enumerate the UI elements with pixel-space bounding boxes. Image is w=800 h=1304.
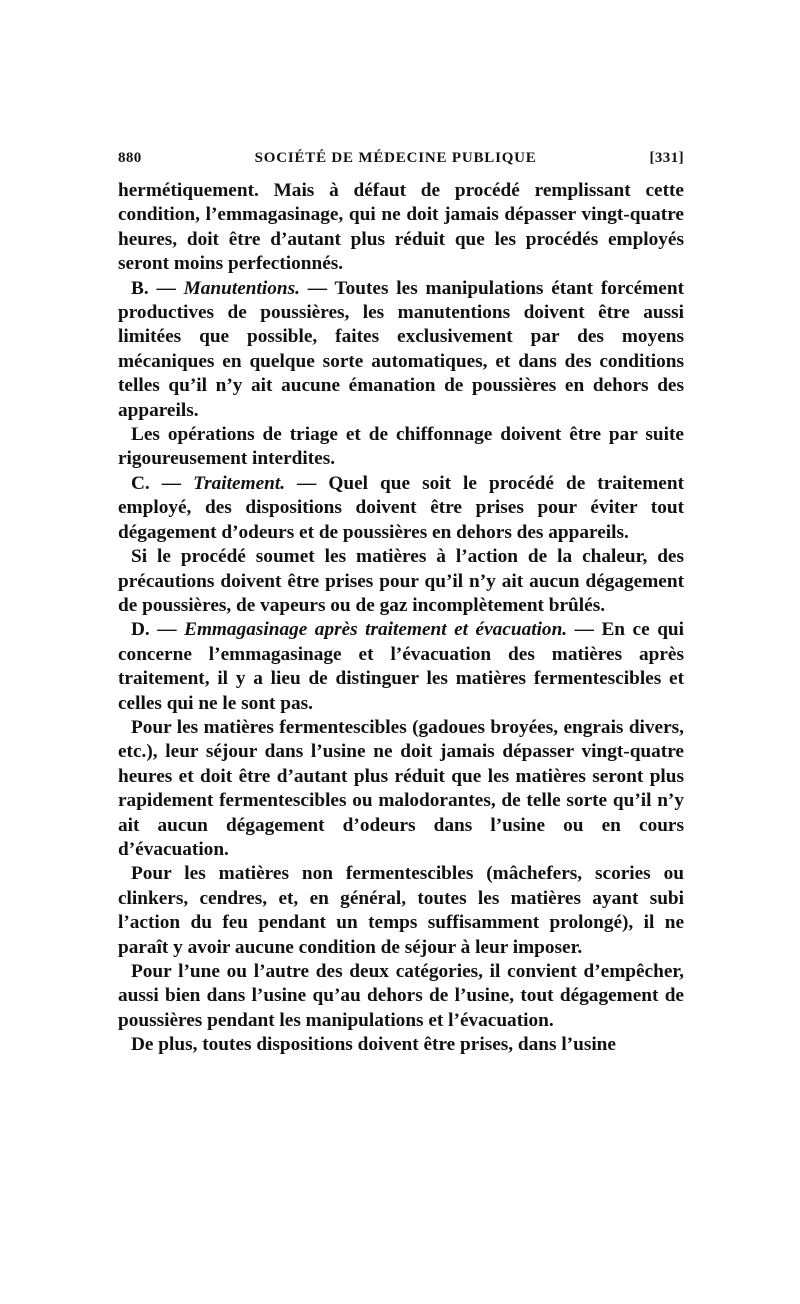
paragraph (118, 1033, 684, 1057)
bracket-number: [331] (649, 150, 684, 166)
paragraph (118, 960, 684, 1033)
section-heading: Emmagasinage après traitement et évacuation. (184, 619, 568, 641)
section-heading: Manutentions. (183, 277, 300, 299)
paragraph-text: — Toutes les manipulations étant forcément productives de poussières, les manutentions doivent être aussi limitées que possible, faites exclusivement par des moyens mécaniques en quelque sorte automatiques, et dans des conditions telles qu’il n’y ait aucune émanation de poussières en dehors des appareils. (118, 277, 684, 421)
book-page (118, 150, 684, 1058)
paragraph (118, 179, 684, 277)
running-head (118, 150, 684, 167)
paragraph-text: — Quel que soit le procédé de traitement employé, des dispositions doivent être prises pour éviter tout dégagement d’odeurs et de poussières en dehors des appareils. (118, 472, 684, 543)
paragraph-text: Les opérations de triage et de chiffonnage doivent être par suite rigoureusement interdites. (118, 424, 684, 470)
body-text (118, 179, 684, 1058)
paragraph-text: Pour les matières non fermentescibles (mâchefers, scories ou clinkers, cendres, et, en général, toutes les matières ayant subi l’action du feu pendant un temps suffisamment prolongé), il ne paraît y avoir aucune condition de séjour à leur imposer. (118, 863, 684, 958)
running-title: SOCIÉTÉ DE MÉDECINE PUBLIQUE (254, 150, 537, 166)
paragraph-text: Pour l’une ou l’autre des deux catégories, il convient d’empêcher, aussi bien dans l’usine qu’au dehors de l’usine, tout dégagement de poussières pendant les manipulations et l’évacuation. (118, 961, 684, 1031)
paragraph-text: — En ce qui concerne l’emmagasinage et l’évacuation des matières après traitement, il y a lieu de distinguer les matières fermentescibles et celles qui ne le sont pas. (118, 619, 684, 714)
paragraph-section-c (118, 472, 684, 545)
paragraph (118, 716, 684, 862)
paragraph (118, 423, 684, 472)
paragraph-section-b (118, 277, 684, 423)
section-lead: B. — (131, 277, 184, 299)
section-lead: D. — (131, 619, 185, 641)
paragraph (118, 862, 684, 960)
section-heading: Traitement. (193, 472, 286, 494)
paragraph-text: Pour les matières fermentescibles (gadoues broyées, engrais divers, etc.), leur séjour dans l’usine ne doit jamais dépasser vingt-quatre heures et doit être d’autant plus réduit que les matières seront plus rapidement fermentescibles ou malodorantes, de telle sorte qu’il n’y ait aucun dégagement d’odeurs dans l’usine ou en cours d’évacuation. (118, 716, 684, 860)
section-lead: C. — (131, 472, 194, 494)
paragraph-text: De plus, toutes dispositions doivent être prises, dans l’usine (131, 1034, 616, 1056)
paragraph-text: Si le procédé soumet les matières à l’action de la chaleur, des précautions doivent être prises pour qu’il n’y ait aucun dégagement de poussières, de vapeurs ou de gaz incomplètement brûlés. (118, 546, 684, 616)
paragraph (118, 545, 684, 618)
page-number: 880 (118, 150, 142, 166)
paragraph-text: hermétiquement. Mais à défaut de procédé remplissant cette condition, l’emmagasinage, qui ne doit jamais dépasser vingt-quatre heures, doit être d’autant plus réduit que les procédés employés seront moins perfectionnés. (118, 180, 684, 275)
paragraph-section-d (118, 618, 684, 716)
